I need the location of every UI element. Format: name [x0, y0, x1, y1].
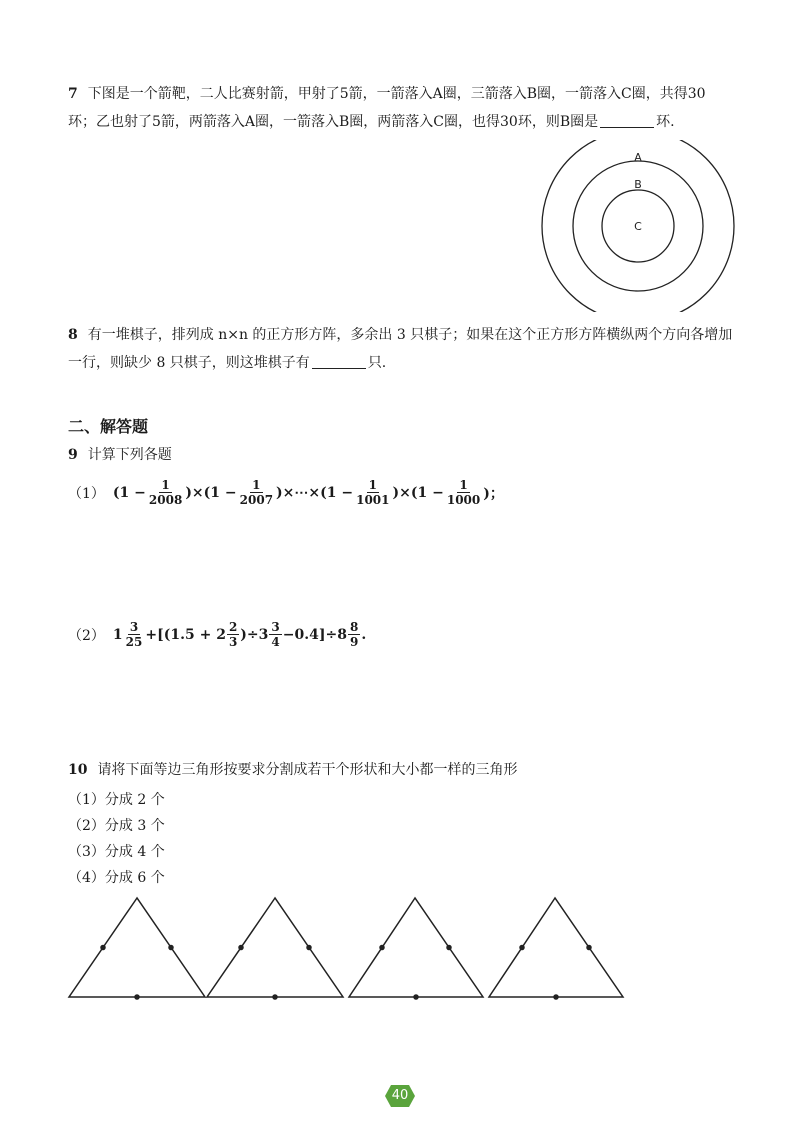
- q9-part2-fraction1: [124, 620, 145, 649]
- target-label-c: C: [634, 220, 642, 233]
- q7-line2: [68, 112, 675, 132]
- midpoint-dot: [380, 946, 384, 950]
- q8-text-line2-post: 只.: [367, 355, 387, 371]
- fraction-denominator: 3: [228, 635, 238, 649]
- q9-part1-term1: (1 −: [112, 484, 146, 501]
- q10-title: 请将下面等边三角形按要求分割成若干个形状和大小都一样的三角形: [97, 762, 518, 778]
- target-label-b: B: [634, 178, 642, 191]
- q10-item-1: （1）分成 2 个: [68, 792, 165, 808]
- q9-part2-term2: )÷3: [240, 626, 269, 643]
- q9-part1-fraction2: [238, 478, 275, 507]
- q8-text-line1: 有一堆棋子，排列成 n×n 的正方形方阵，多余出 3 只棋子；如果在这个正方形方阵横纵两个方向各增加: [87, 327, 733, 343]
- fraction-numerator: 1: [368, 478, 377, 492]
- q10-item-2: （2）分成 3 个: [68, 818, 165, 834]
- q9-part2-label: （2）: [68, 627, 105, 644]
- q9-part1-fraction3: [354, 478, 391, 507]
- fraction-denominator: 1001: [356, 493, 390, 507]
- q7-line1: [68, 84, 706, 104]
- q9-part2-term1: +[(1.5 + 2: [145, 626, 226, 643]
- equilateral-triangle-3: [349, 898, 483, 999]
- midpoint-dot: [135, 995, 139, 999]
- q7-text-line2-pre: 环；乙也射了5箭，两箭落入A圈，一箭落入B圈，两箭落入C圈，也得30环，则B圈是: [68, 114, 599, 130]
- midpoint-dot: [587, 946, 591, 950]
- q9-part1-term2: )×(1 −: [185, 484, 237, 501]
- fraction-denominator: 4: [271, 635, 280, 649]
- triangles-diagram: [60, 890, 640, 1005]
- fraction-denominator: 1000: [446, 493, 481, 507]
- q7-number: 7: [68, 86, 78, 102]
- q9-part2-fraction4: [348, 620, 360, 649]
- midpoint-dot: [520, 946, 524, 950]
- midpoint-dot: [307, 946, 311, 950]
- q9-part1-fraction1: [147, 478, 184, 507]
- q7-text-line2-post: 环.: [656, 114, 675, 130]
- q9-title: 计算下列各题: [87, 447, 172, 463]
- midpoint-dot: [169, 946, 173, 950]
- equilateral-triangle-1: [69, 898, 205, 999]
- q9-part1-expression: [68, 478, 504, 507]
- fraction-numerator: 3: [129, 620, 139, 634]
- q8-text-line2-pre: 一行，则缺少 8 只棋子，则这堆棋子有: [68, 355, 310, 371]
- q9-part2-fraction2: [227, 620, 239, 649]
- equilateral-triangle-2: [207, 898, 343, 999]
- fraction-denominator: 9: [349, 635, 359, 649]
- q9-part2-expression: [68, 620, 366, 649]
- fraction-numerator: 1: [161, 478, 170, 492]
- q8-number: 8: [68, 327, 78, 343]
- midpoint-dot: [273, 995, 277, 999]
- midpoint-dot: [554, 995, 558, 999]
- q9-part2-term3: −0.4]÷8: [282, 626, 347, 643]
- q10-number: 10: [68, 762, 88, 778]
- q9-part1-fraction4: [445, 478, 482, 507]
- midpoint-dot: [447, 946, 451, 950]
- q9-part1-term5: )；: [483, 485, 504, 502]
- fraction-denominator: 25: [125, 635, 143, 649]
- q8-line2: [68, 353, 386, 373]
- q10-item-4: （4）分成 6 个: [68, 870, 165, 886]
- fraction-numerator: 3: [271, 620, 280, 634]
- fraction-numerator: 8: [349, 620, 359, 634]
- section-title: 二、解答题: [68, 417, 149, 436]
- q9-part1-term3: )×⋯×(1 −: [276, 484, 354, 501]
- equilateral-triangle-4: [489, 898, 623, 999]
- fraction-denominator: 2007: [239, 493, 274, 507]
- q10-title-line: [68, 760, 517, 780]
- q7-text-line1: 下图是一个箭靶，二人比赛射箭，甲射了5箭，一箭落入A圈，三箭落入B圈，一箭落入C圈，共得30: [87, 86, 706, 102]
- q8-line1: [68, 325, 732, 345]
- q7-answer-blank[interactable]: [600, 113, 654, 128]
- fraction-numerator: 2: [228, 620, 238, 634]
- page-number-badge: [384, 1084, 416, 1108]
- midpoint-dot: [239, 946, 243, 950]
- fraction-numerator: 1: [459, 478, 468, 492]
- q9-number: 9: [68, 447, 78, 463]
- q9-title-line: [68, 445, 172, 465]
- archery-target-diagram: [540, 140, 740, 312]
- midpoint-dot: [101, 946, 105, 950]
- page-number: 40: [391, 1088, 409, 1103]
- fraction-denominator: 2008: [148, 493, 183, 507]
- q8-answer-blank[interactable]: [312, 354, 366, 369]
- q10-item-3: （3）分成 4 个: [68, 844, 165, 860]
- q9-part2-fraction3: [269, 620, 281, 649]
- target-label-a: A: [634, 151, 642, 164]
- q9-part2-term4: .: [361, 626, 367, 643]
- q9-part2-whole1: 1: [112, 626, 123, 643]
- q9-part1-term4: )×(1 −: [392, 484, 444, 501]
- q9-part1-label: （1）: [68, 485, 105, 502]
- fraction-numerator: 1: [252, 478, 261, 492]
- midpoint-dot: [414, 995, 418, 999]
